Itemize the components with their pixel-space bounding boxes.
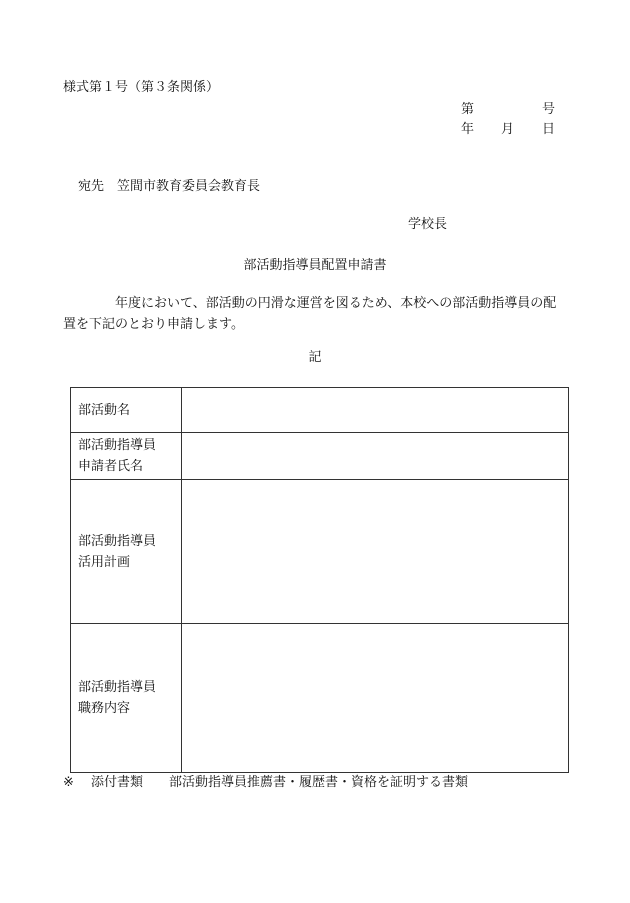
body-line-1: 年度において、部活動の円滑な運営を図るため、本校への部活動指導員の配 [115, 296, 557, 311]
table-row-applicant-name [71, 433, 569, 480]
table-row-duties [71, 624, 569, 773]
addressee-name: 笠間市教育委員会教育長 [117, 179, 261, 194]
row-label-usage-plan: 部活動指導員 活用計画 [71, 480, 182, 624]
document-number-suffix: 号 [542, 102, 556, 117]
table-row-usage-plan [71, 480, 569, 624]
form-number-label: 様式第１号（第３条関係） [63, 80, 220, 95]
body-paragraph [63, 293, 583, 335]
date-day-label: 日 [542, 122, 556, 137]
date-year-label: 年 [461, 122, 475, 137]
row-label-applicant-name: 部活動指導員 申請者氏名 [71, 433, 182, 480]
row-label-duties: 部活動指導員 職務内容 [71, 624, 182, 773]
usage-plan-field[interactable] [182, 480, 569, 624]
club-name-field[interactable] [182, 388, 569, 433]
document-number-prefix: 第 [461, 102, 475, 117]
attachment-note [63, 776, 468, 789]
note-text: 部活動指導員推薦書・履歴書・資格を証明する書類 [169, 775, 469, 790]
addressee [78, 180, 260, 193]
ki-heading: 記 [308, 350, 322, 365]
date-month-label: 月 [501, 122, 515, 137]
duties-field[interactable] [182, 624, 569, 773]
note-label: 添付書類 [91, 775, 144, 790]
document-title: 部活動指導員配置申請書 [243, 258, 387, 273]
row-label-club-name: 部活動名 [71, 388, 182, 433]
note-mark: ※ [63, 775, 74, 790]
applicant-name-field[interactable] [182, 433, 569, 480]
application-table [70, 387, 569, 773]
addressee-label: 宛先 [78, 179, 105, 194]
table-row-club-name [71, 388, 569, 433]
body-line-2: 置を下記のとおり申請します。 [63, 317, 244, 332]
sender-title: 学校長 [408, 217, 448, 232]
